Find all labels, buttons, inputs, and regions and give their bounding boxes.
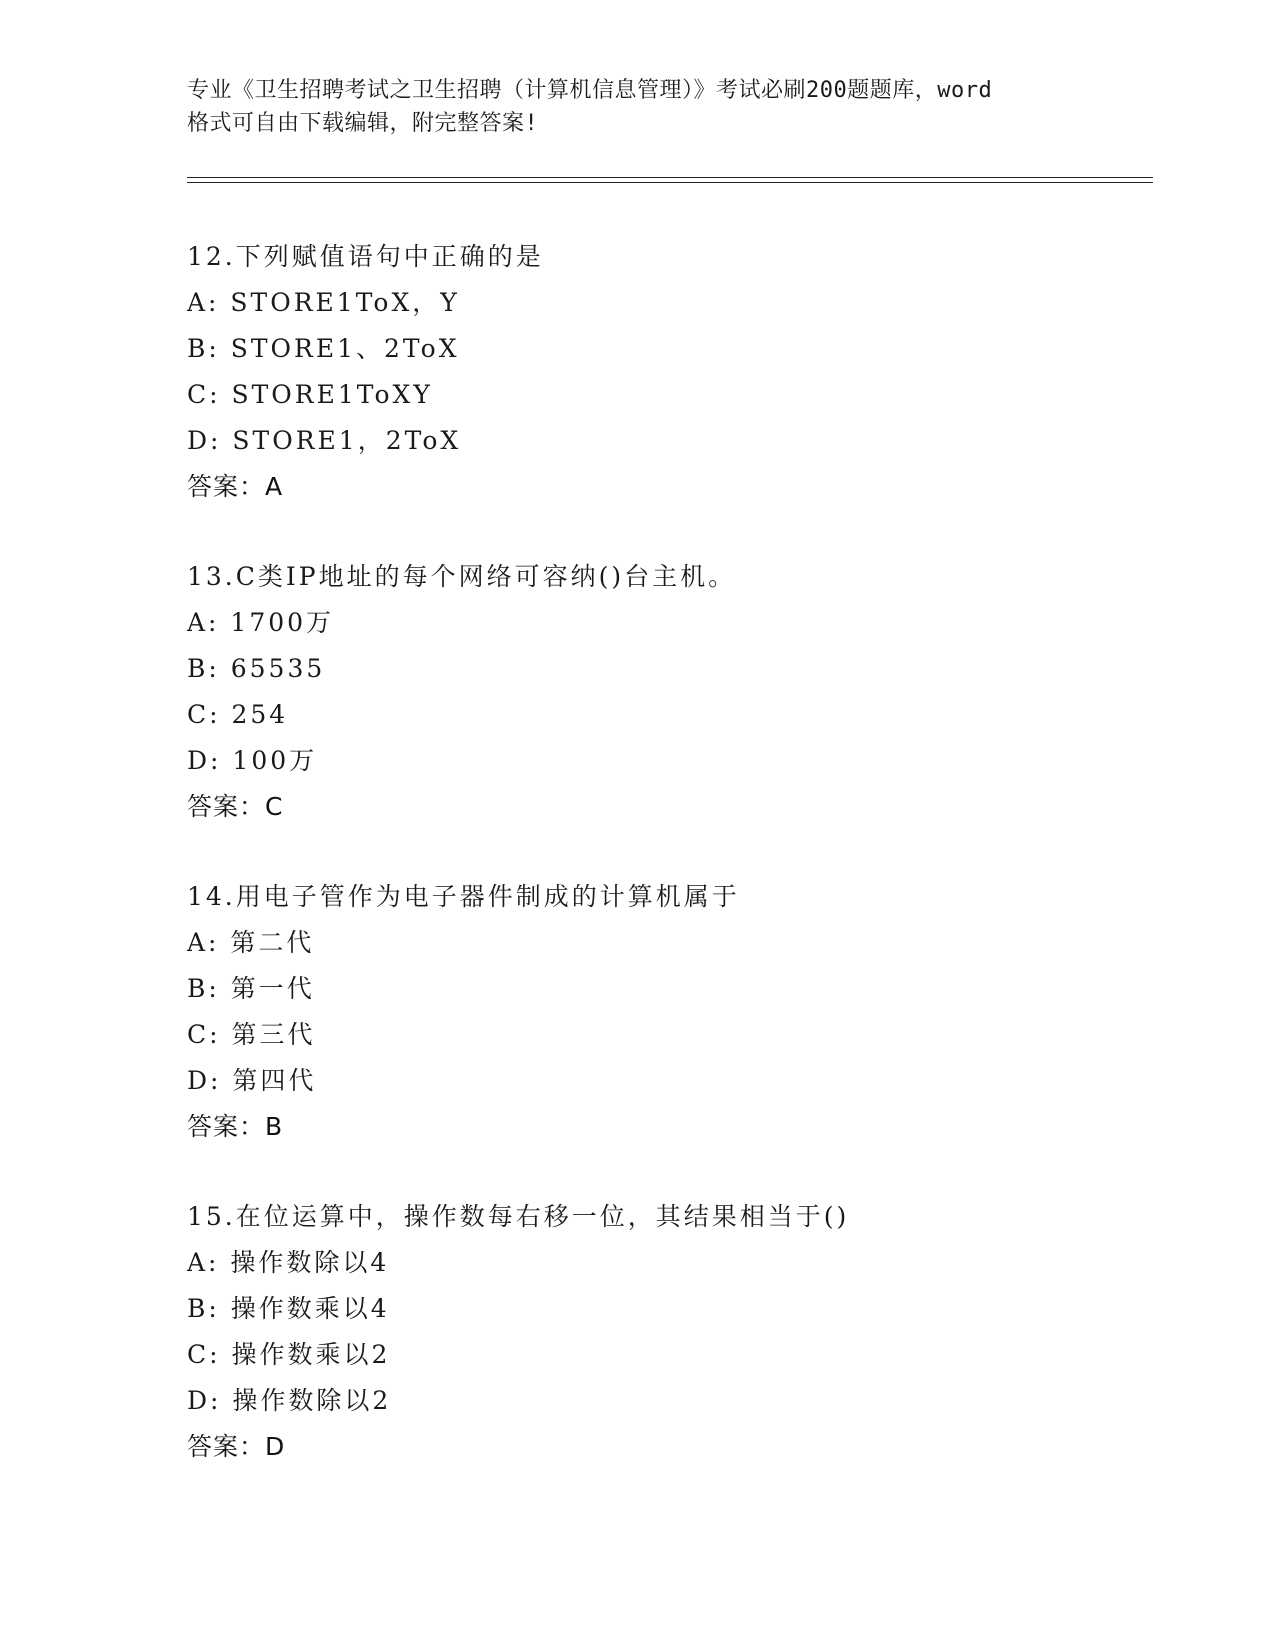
option-a: A: 第二代 [187,928,315,957]
option-c: C: 254 [187,700,289,729]
document-header [187,74,1087,140]
question-title: 13.C类IP地址的每个网络可容纳()台主机。 [187,562,737,591]
option-d: D: STORE1，2ToX [187,426,462,455]
option-a: A: STORE1ToX，Y [187,288,460,317]
question-14 [187,874,1147,1150]
question-15 [187,1194,1147,1470]
header-line-1: 专业《卫生招聘考试之卫生招聘（计算机信息管理）》考试必刷200题题库，word [187,78,993,103]
option-c: C: 操作数乘以2 [187,1340,391,1369]
option-c: C: STORE1ToXY [187,380,433,409]
question-title: 14.用电子管作为电子器件制成的计算机属于 [187,882,740,911]
question-13 [187,554,1147,830]
header-divider-bottom [187,182,1153,183]
answer: 答案：D [187,1432,286,1461]
answer: 答案：B [187,1112,284,1141]
question-title: 15.在位运算中，操作数每右移一位，其结果相当于() [187,1202,850,1231]
header-divider-top [187,177,1153,178]
option-a: A: 操作数除以4 [187,1248,390,1277]
header-line-2: 格式可自由下载编辑，附完整答案! [187,111,539,136]
option-b: B: 65535 [187,654,326,683]
option-c: C: 第三代 [187,1020,316,1049]
answer: 答案：C [187,792,284,821]
option-b: B: 第一代 [187,974,315,1003]
option-a: A: 1700万 [187,608,335,637]
option-d: D: 100万 [187,746,318,775]
option-b: B: STORE1、2ToX [187,334,460,363]
option-b: B: 操作数乘以4 [187,1294,390,1323]
question-title: 12.下列赋值语句中正确的是 [187,242,544,271]
answer: 答案：A [187,472,284,501]
question-12 [187,234,1147,510]
option-d: D: 第四代 [187,1066,317,1095]
option-d: D: 操作数除以2 [187,1386,392,1415]
